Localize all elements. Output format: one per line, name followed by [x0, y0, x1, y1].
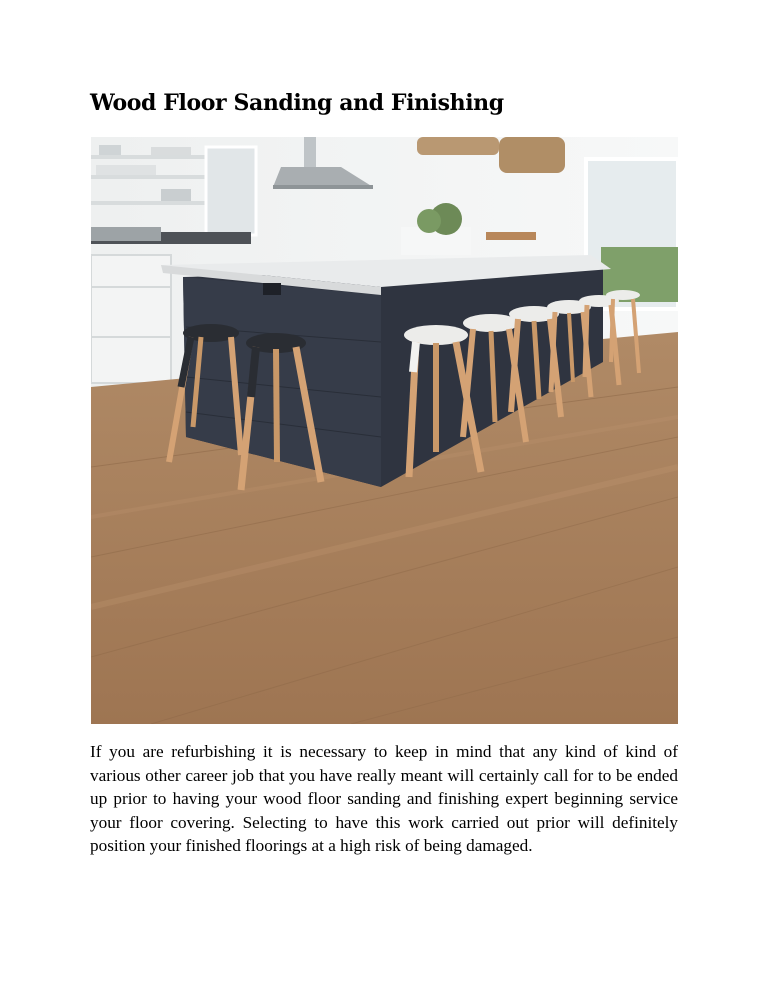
- body-paragraph: If you are refurbishing it is necessary to keep in mind that any kind of kind of various other career job that you have really meant will certainly call for to be ended up prior to having your wood floor sanding and finishing expert beginning service your floor covering. Selecting to have this work carried out prior will definitely position your finished floorings at a high risk of being damaged.: [90, 742, 678, 855]
- kitchen-photo: [91, 137, 678, 724]
- page-title: Wood Floor Sanding and Finishing: [90, 90, 504, 116]
